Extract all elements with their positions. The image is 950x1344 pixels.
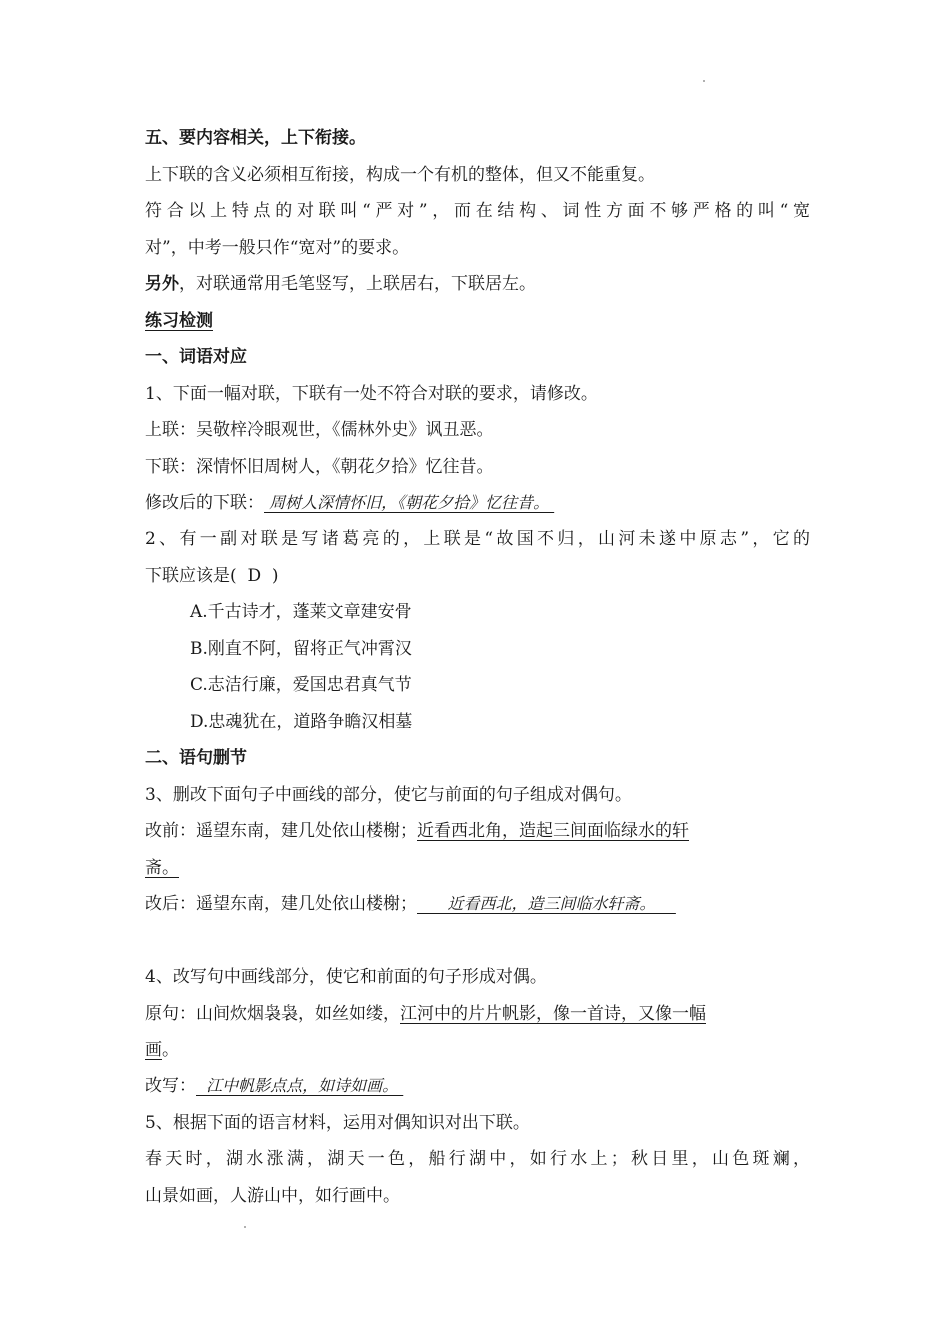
q4-rewrite-label: 改写： (145, 1076, 196, 1096)
section5-paragraph-3 (145, 273, 810, 295)
q2-option-b: B.刚直不阿，留将正气冲霄汉 (190, 639, 412, 659)
scan-dot (703, 80, 705, 82)
q4-prompt: 4、改写句中画线部分，使它和前面的句子形成对偶。 (145, 967, 547, 987)
part2-heading: 二、语句删节 (145, 748, 247, 768)
q2-prompt-line-1: 2、有一副对联是写诸葛亮的，上联是“故国不归，山河未遂中原志”，它的 (145, 529, 810, 549)
q4-original-line-2 (145, 1039, 810, 1061)
q3-before-line-2 (145, 857, 810, 879)
q2-prompt-line-2: 下联应该是( D ) (145, 566, 279, 586)
q1-revised-label: 修改后的下联： (145, 493, 264, 513)
note-bold-lead: 另外 (145, 274, 179, 294)
q5-prompt: 5、根据下面的语言材料，运用对偶知识对出下联。 (145, 1113, 530, 1133)
q3-after-answer: 近看西北，造三间临水轩斋。 (417, 894, 676, 913)
section5-paragraph-2-line-1: 符合以上特点的对联叫“严对”，而在结构、词性方面不够严格的叫“宽 (145, 201, 810, 221)
q3-after-label: 改后：遥望东南，建几处依山楼榭； (145, 894, 417, 914)
practice-title: 练习检测 (145, 311, 213, 331)
q5-material-line-2: 山景如画，人游山中，如行画中。 (145, 1186, 400, 1206)
q1-lower-couplet: 下联：深情怀旧周树人，《朝花夕拾》忆往昔。 (145, 457, 494, 477)
q2-option-a: A.千古诗才，蓬莱文章建安骨 (190, 602, 412, 622)
q4-original-end: 。 (162, 1040, 179, 1060)
q1-prompt: 1、下面一幅对联，下联有一处不符合对联的要求，请修改。 (145, 384, 598, 404)
part1-heading: 一、词语对应 (145, 347, 247, 367)
q3-prompt: 3、删改下面句子中画线的部分，使它与前面的句子组成对偶句。 (145, 785, 632, 805)
q4-rewrite-answer: 江中帆影点点，如诗如画。 (196, 1076, 404, 1095)
q2-option-c: C.志洁行廉，爱国忠君真气节 (190, 675, 412, 695)
q1-revised (145, 492, 810, 514)
note-rest: ，对联通常用毛笔竖写，上联居右，下联居左。 (179, 274, 536, 294)
q3-before-line-1 (145, 820, 810, 842)
q1-revised-answer: 周树人深情怀旧，《朝花夕拾》忆往昔。 (264, 493, 555, 512)
section5-paragraph-2-line-2: 对”，中考一般只作“宽对”的要求。 (145, 238, 410, 258)
scan-dot (244, 1226, 246, 1228)
q4-original-underlined: 江河中的片片帆影，像一首诗，又像一幅 (400, 1004, 706, 1024)
q2-option-d: D.忠魂犹在，道路争瞻汉相墓 (190, 712, 413, 732)
q4-original-underlined-end: 画 (145, 1040, 162, 1060)
q1-upper-couplet: 上联：吴敬梓冷眼观世，《儒林外史》讽丑恶。 (145, 420, 494, 440)
q5-material-line-1: 春天时，湖水涨满，湖天一色，船行湖中，如行水上；秋日里，山色斑斓， (145, 1149, 810, 1169)
section5-paragraph-1: 上下联的含义必须相互衔接，构成一个有机的整体，但又不能重复。 (145, 165, 655, 185)
q4-original-line-1 (145, 1003, 810, 1025)
section5-heading: 五、要内容相关，上下衔接。 (145, 128, 366, 148)
q4-rewrite (145, 1075, 810, 1097)
q3-before-underlined: 近看西北角，造起三间面临绿水的轩 (417, 821, 689, 841)
q4-original-label: 原句：山间炊烟袅袅，如丝如缕， (145, 1004, 400, 1024)
q3-before-label: 改前：遥望东南，建几处依山楼榭； (145, 821, 417, 841)
q3-after (145, 893, 810, 915)
q3-before-underlined-end: 斋。 (145, 858, 179, 878)
